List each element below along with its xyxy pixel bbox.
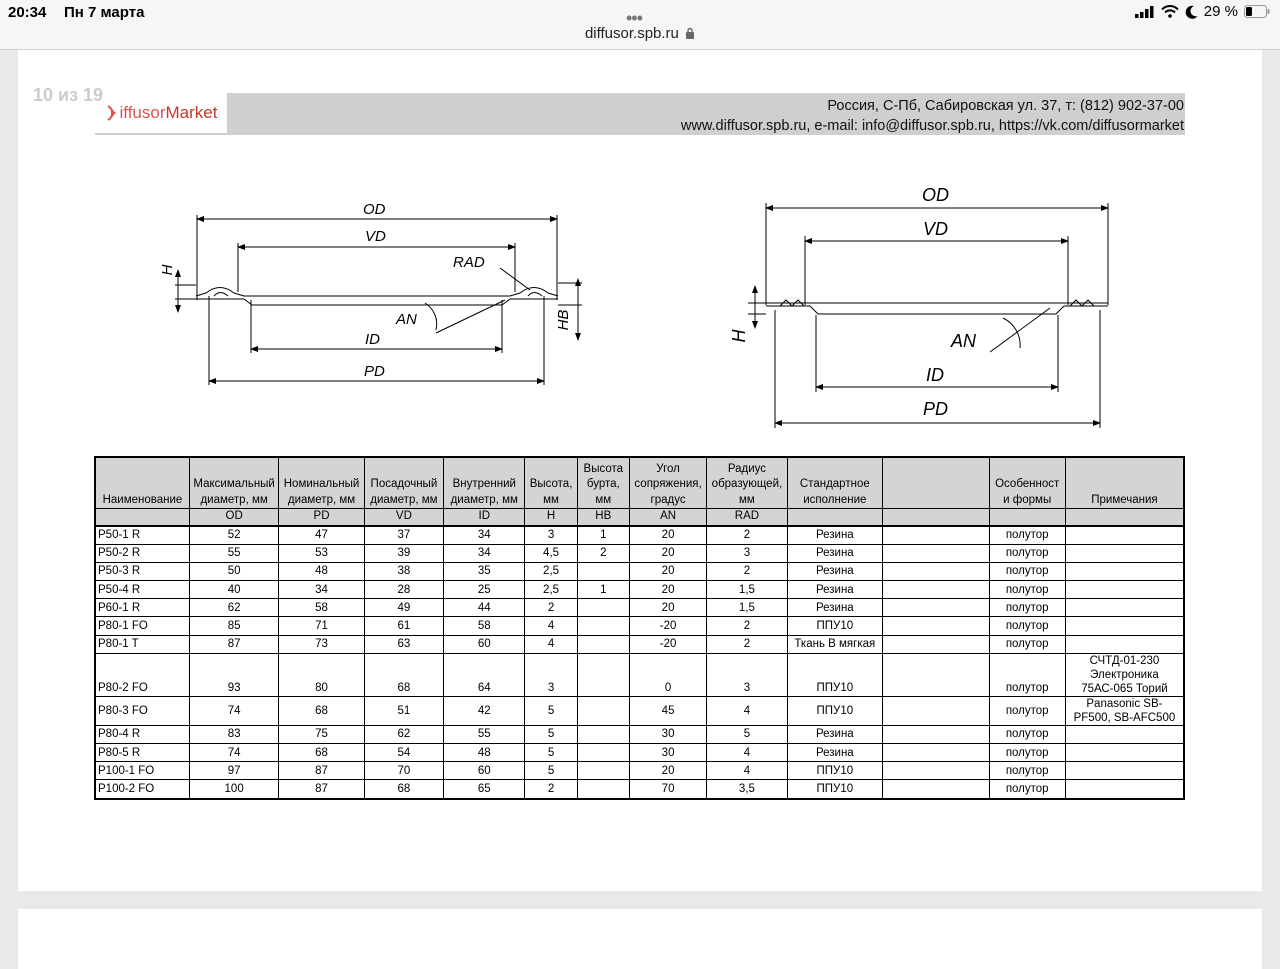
table-cell: 47: [279, 526, 364, 545]
left-label-od: OD: [363, 201, 386, 218]
table-cell: [577, 725, 629, 743]
table-cell: [883, 599, 989, 617]
table-cell: 5: [525, 762, 577, 780]
table-cell: 1,5: [707, 599, 787, 617]
address-line-2: www.diffusor.spb.ru, e-mail: info@diffusor.spb.ru, https://vk.com/diffusormarket: [680, 118, 1184, 134]
table-cell: [883, 581, 989, 599]
right-label-vd: VD: [923, 219, 949, 239]
table-cell: 75: [279, 725, 364, 743]
table-cell: 30: [629, 725, 706, 743]
table-cell: 60: [444, 762, 525, 780]
column-header: [883, 457, 989, 509]
table-row: [95, 725, 1184, 743]
table-row: [95, 762, 1184, 780]
table-cell: полутор: [989, 544, 1065, 562]
column-header: Посадочный диаметр, мм: [364, 457, 443, 509]
table-cell: 2: [707, 526, 787, 545]
table-cell: 50: [189, 562, 278, 580]
table-cell: Резина: [787, 581, 882, 599]
table-cell: 5: [707, 725, 787, 743]
column-code: [1065, 509, 1184, 526]
table-cell: 68: [364, 780, 443, 799]
table-cell: 93: [189, 653, 278, 696]
table-cell: 34: [444, 544, 525, 562]
column-code: RAD: [707, 509, 787, 526]
logo-text: iffusor: [119, 103, 166, 122]
multitask-dots-icon[interactable]: •••: [626, 8, 642, 28]
table-cell: 20: [629, 526, 706, 545]
table-cell: [1065, 725, 1184, 743]
table-cell: 4: [525, 635, 577, 653]
table-cell: 52: [189, 526, 278, 545]
table-cell: [1065, 762, 1184, 780]
table-cell: 62: [364, 725, 443, 743]
table-cell: полутор: [989, 762, 1065, 780]
table-cell: 71: [279, 617, 364, 635]
table-cell: 60: [444, 635, 525, 653]
table-cell: 58: [279, 599, 364, 617]
table-cell: 20: [629, 581, 706, 599]
table-cell: P50-3 R: [95, 562, 189, 580]
table-cell: Ткань В мягкая: [787, 635, 882, 653]
table-cell: 3: [525, 526, 577, 545]
column-header: Внутренний диаметр, мм: [444, 457, 525, 509]
table-cell: 4: [707, 696, 787, 725]
table-cell: [577, 744, 629, 762]
table-cell: [577, 653, 629, 696]
table-cell: полутор: [989, 526, 1065, 545]
table-cell: полутор: [989, 744, 1065, 762]
left-label-hb: HB: [555, 309, 572, 331]
table-cell: 2: [525, 599, 577, 617]
status-date: Пн 7 марта: [64, 4, 145, 21]
table-row: [95, 581, 1184, 599]
table-cell: Panasonic SB-PF500, SB-AFC500: [1065, 696, 1184, 725]
column-header: Стандартное исполнение: [787, 457, 882, 509]
table-cell: 3,5: [707, 780, 787, 799]
left-label-pd: PD: [364, 363, 385, 380]
table-cell: 73: [279, 635, 364, 653]
table-cell: 42: [444, 696, 525, 725]
table-cell: 65: [444, 780, 525, 799]
table-cell: 74: [189, 696, 278, 725]
column-header: Примечания: [1065, 457, 1184, 509]
table-cell: 55: [444, 725, 525, 743]
table-cell: 68: [364, 653, 443, 696]
table-cell: 1,5: [707, 581, 787, 599]
table-cell: [883, 744, 989, 762]
table-cell: -20: [629, 635, 706, 653]
table-cell: 39: [364, 544, 443, 562]
table-cell: 2,5: [525, 581, 577, 599]
table-cell: 44: [444, 599, 525, 617]
table-cell: P80-4 R: [95, 725, 189, 743]
table-cell: 1: [577, 526, 629, 545]
table-cell: P50-2 R: [95, 544, 189, 562]
table-cell: 20: [629, 562, 706, 580]
column-header: Высота бурта, мм: [577, 457, 629, 509]
left-label-id: ID: [365, 331, 380, 348]
table-cell: 2: [577, 544, 629, 562]
table-cell: 30: [629, 744, 706, 762]
table-cell: [1065, 581, 1184, 599]
table-row: [95, 562, 1184, 580]
table-cell: ППУ10: [787, 762, 882, 780]
spec-table: [94, 456, 1185, 800]
url-text: diffusor.spb.ru: [584, 25, 679, 42]
column-header: Радиус образующей, мм: [707, 457, 787, 509]
table-cell: 2: [525, 780, 577, 799]
column-code: [95, 509, 189, 526]
column-header: Высота, мм: [525, 457, 577, 509]
status-time: 20:34: [8, 4, 47, 21]
table-cell: [883, 696, 989, 725]
table-cell: 4: [525, 617, 577, 635]
table-cell: [883, 725, 989, 743]
table-cell: Резина: [787, 599, 882, 617]
left-label-an: AN: [396, 311, 417, 328]
table-cell: [577, 696, 629, 725]
column-code: [989, 509, 1065, 526]
table-row: [95, 744, 1184, 762]
table-cell: -20: [629, 617, 706, 635]
table-cell: P80-1 T: [95, 635, 189, 653]
right-label-h: H: [729, 329, 749, 343]
table-cell: 85: [189, 617, 278, 635]
table-cell: ППУ10: [787, 653, 882, 696]
column-header: Особенност и формы: [989, 457, 1065, 509]
table-cell: [883, 526, 989, 545]
table-cell: [883, 762, 989, 780]
table-cell: [1065, 562, 1184, 580]
table-cell: 68: [279, 744, 364, 762]
table-cell: 87: [189, 635, 278, 653]
table-cell: 58: [444, 617, 525, 635]
column-code: [787, 509, 882, 526]
table-row: [95, 696, 1184, 725]
header-row: [95, 457, 1184, 509]
table-cell: [883, 562, 989, 580]
table-cell: P80-5 R: [95, 744, 189, 762]
table-row: [95, 780, 1184, 799]
table-cell: 61: [364, 617, 443, 635]
table-cell: 1: [577, 581, 629, 599]
technical-drawings: [0, 0, 1280, 450]
table-row: [95, 526, 1184, 545]
table-cell: полутор: [989, 635, 1065, 653]
table-cell: 5: [525, 725, 577, 743]
table-cell: полутор: [989, 653, 1065, 696]
table-cell: [1065, 780, 1184, 799]
table-cell: [1065, 617, 1184, 635]
table-cell: полутор: [989, 780, 1065, 799]
column-header: Наименование: [95, 457, 189, 509]
table-cell: 3: [525, 653, 577, 696]
column-code: OD: [189, 509, 278, 526]
table-cell: 2: [707, 617, 787, 635]
table-cell: Резина: [787, 725, 882, 743]
table-cell: 5: [525, 696, 577, 725]
right-label-od: OD: [922, 185, 949, 205]
table-cell: полутор: [989, 581, 1065, 599]
table-cell: 48: [279, 562, 364, 580]
table-cell: [1065, 744, 1184, 762]
table-cell: [577, 617, 629, 635]
right-label-id: ID: [926, 365, 944, 385]
table-cell: 37: [364, 526, 443, 545]
table-cell: 20: [629, 762, 706, 780]
table-cell: 2: [707, 562, 787, 580]
left-label-rad: RAD: [453, 254, 485, 271]
table-cell: 97: [189, 762, 278, 780]
table-cell: Резина: [787, 562, 882, 580]
table-cell: [577, 599, 629, 617]
table-row: [95, 544, 1184, 562]
column-code: [883, 509, 989, 526]
table-cell: 55: [189, 544, 278, 562]
table-cell: 70: [629, 780, 706, 799]
code-row: [95, 509, 1184, 526]
table-cell: [883, 544, 989, 562]
table-cell: ППУ10: [787, 617, 882, 635]
table-cell: 4: [707, 762, 787, 780]
table-cell: 34: [444, 526, 525, 545]
table-cell: 87: [279, 762, 364, 780]
table-row: [95, 617, 1184, 635]
table-cell: полутор: [989, 562, 1065, 580]
table-cell: 64: [444, 653, 525, 696]
table-cell: полутор: [989, 696, 1065, 725]
table-cell: ППУ10: [787, 696, 882, 725]
column-header: Угол сопряжения, градус: [629, 457, 706, 509]
table-cell: 74: [189, 744, 278, 762]
table-cell: [883, 635, 989, 653]
table-cell: 5: [525, 744, 577, 762]
table-cell: [883, 780, 989, 799]
table-cell: [577, 780, 629, 799]
page-counter: 10 из 19: [33, 85, 104, 105]
table-cell: P60-1 R: [95, 599, 189, 617]
table-cell: 40: [189, 581, 278, 599]
table-cell: [1065, 526, 1184, 545]
table-row: [95, 653, 1184, 696]
table-cell: 4,5: [525, 544, 577, 562]
table-cell: 3: [707, 653, 787, 696]
table-cell: [577, 635, 629, 653]
column-header: Максимальный диаметр, мм: [189, 457, 278, 509]
column-code: VD: [364, 509, 443, 526]
table-cell: [1065, 635, 1184, 653]
table-cell: 48: [444, 744, 525, 762]
left-drawing-labels: [159, 201, 572, 380]
table-cell: 38: [364, 562, 443, 580]
right-label-pd: PD: [923, 399, 949, 419]
column-header: Номинальный диаметр, мм: [279, 457, 364, 509]
table-cell: [883, 653, 989, 696]
table-body: [95, 526, 1184, 799]
column-code: PD: [279, 509, 364, 526]
table-cell: 2: [707, 635, 787, 653]
logo-market: Market: [165, 103, 218, 122]
table-cell: полутор: [989, 725, 1065, 743]
table-cell: 25: [444, 581, 525, 599]
table-cell: полутор: [989, 617, 1065, 635]
table-cell: 35: [444, 562, 525, 580]
table-cell: P50-1 R: [95, 526, 189, 545]
table-cell: 4: [707, 744, 787, 762]
table-cell: 2,5: [525, 562, 577, 580]
table-cell: 70: [364, 762, 443, 780]
table-cell: 45: [629, 696, 706, 725]
table-cell: 51: [364, 696, 443, 725]
column-code: H: [525, 509, 577, 526]
table-cell: 62: [189, 599, 278, 617]
column-code: AN: [629, 509, 706, 526]
table-cell: 0: [629, 653, 706, 696]
next-document-page[interactable]: [18, 909, 1262, 969]
table-cell: Резина: [787, 544, 882, 562]
table-cell: 68: [279, 696, 364, 725]
left-label-h: H: [159, 264, 176, 276]
battery-percent: 29 %: [1203, 3, 1238, 20]
table-cell: 53: [279, 544, 364, 562]
table-cell: P100-1 FO: [95, 762, 189, 780]
table-cell: 87: [279, 780, 364, 799]
table-cell: 100: [189, 780, 278, 799]
column-code: HB: [577, 509, 629, 526]
table-cell: 49: [364, 599, 443, 617]
table-cell: Резина: [787, 744, 882, 762]
table-cell: [883, 617, 989, 635]
table-cell: P80-2 FO: [95, 653, 189, 696]
table-cell: 54: [364, 744, 443, 762]
table-cell: P100-2 FO: [95, 780, 189, 799]
table-cell: [577, 562, 629, 580]
table-cell: P80-3 FO: [95, 696, 189, 725]
left-label-vd: VD: [365, 228, 386, 245]
table-cell: P80-1 FO: [95, 617, 189, 635]
table-row: [95, 599, 1184, 617]
table-row: [95, 635, 1184, 653]
table-cell: 28: [364, 581, 443, 599]
table-cell: 34: [279, 581, 364, 599]
address-line-1: Россия, С-Пб, Сабировская ул. 37, т: (812) 902-37-00: [827, 98, 1184, 114]
column-code: ID: [444, 509, 525, 526]
table-cell: 80: [279, 653, 364, 696]
table-cell: СЧТД-01-230 Электроника 75АС-065 Торий: [1065, 653, 1184, 696]
table-cell: [1065, 544, 1184, 562]
table-cell: Резина: [787, 526, 882, 545]
table-cell: 20: [629, 599, 706, 617]
table-cell: [1065, 599, 1184, 617]
table-cell: ППУ10: [787, 780, 882, 799]
table-cell: полутор: [989, 599, 1065, 617]
table-cell: 83: [189, 725, 278, 743]
table-cell: [577, 762, 629, 780]
right-label-an: AN: [951, 331, 977, 351]
table-cell: 63: [364, 635, 443, 653]
table-cell: 20: [629, 544, 706, 562]
table-cell: P50-4 R: [95, 581, 189, 599]
table-cell: 3: [707, 544, 787, 562]
